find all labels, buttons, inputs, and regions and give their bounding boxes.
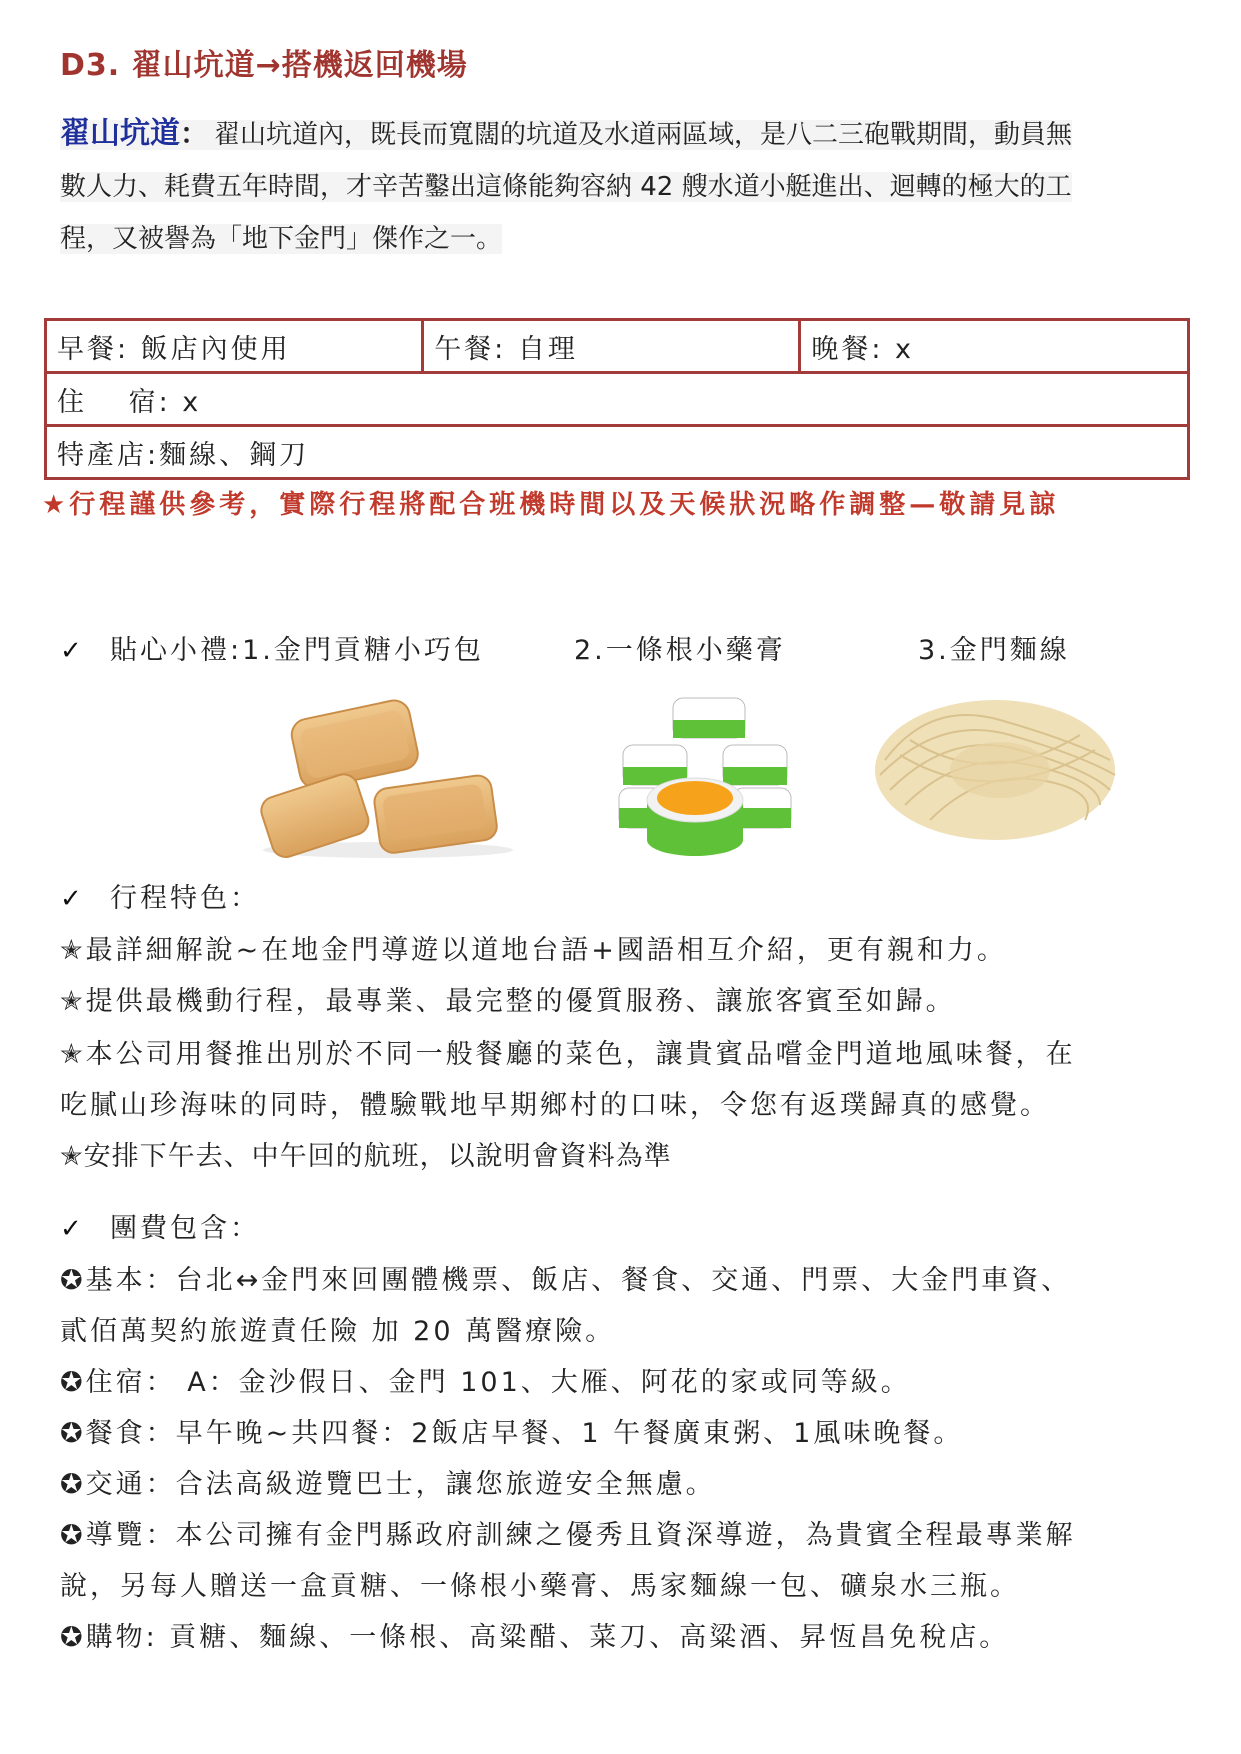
gift-label-2: 2.一條根小藥膏 [574, 635, 786, 666]
feature-line: ✭最詳細解說~在地金門導遊以道地台語+國語相互介紹，更有親和力。 [60, 935, 1007, 966]
features-section [60, 873, 1190, 1182]
features-heading [60, 873, 1190, 925]
gift-row [60, 628, 1190, 667]
lodging-cell: 住 宿: x [46, 373, 1189, 426]
noodle-image [870, 690, 1120, 850]
specialty-row [46, 426, 1189, 479]
lunch-cell: 午餐: 自理 [423, 320, 800, 373]
features-heading-text: 行程特色： [110, 883, 260, 914]
meals-row [46, 320, 1189, 373]
gift-label-1: 貼心小禮:1.金門貢糖小巧包 [110, 635, 484, 666]
herbal-ointment-image [615, 690, 795, 870]
check-icon: ✓ [60, 884, 85, 914]
fee-line: ✪餐食：早午晚~共四餐：2飯店早餐、1 午餐廣東粥、1風味晚餐。 [60, 1418, 964, 1449]
fees-heading [60, 1203, 1190, 1255]
feature-line: ✭本公司用餐推出別於不同一般餐廳的菜色，讓貴賓品嚐金門道地風味餐，在 [60, 1039, 1076, 1070]
specialty-cell: 特產店:麵線、鋼刀 [46, 426, 1189, 479]
intro-line-2: 數人力、耗費五年時間，才辛苦鑿出這條能夠容納 42 艘水道小艇進出、迴轉的極大的工 [60, 172, 1072, 202]
fee-line: ✪基本：台北↔金門來回團體機票、飯店、餐食、交通、門票、大金門車資、 [60, 1265, 1072, 1296]
gift-label-3: 3.金門麵線 [918, 635, 1070, 666]
check-icon: ✓ [60, 1214, 85, 1244]
intro-line-3: 程，又被譽為「地下金門」傑作之一。 [60, 224, 503, 254]
feature-line: 吃膩山珍海味的同時，體驗戰地早期鄉村的口味，令您有返璞歸真的感覺。 [60, 1090, 1050, 1121]
check-icon: ✓ [60, 636, 85, 666]
fee-line: 貳佰萬契約旅遊責任險 加 20 萬醫療險。 [60, 1316, 616, 1347]
lodging-row [46, 373, 1189, 426]
fee-line: ✪購物: 貢糖、麵線、一條根、高粱醋、菜刀、高粱酒、昇恆昌免稅店。 [60, 1622, 1010, 1653]
fees-section [60, 1203, 1190, 1663]
fee-line: ✪交通：合法高級遊覽巴士，讓您旅遊安全無慮。 [60, 1469, 716, 1500]
day-title: D3. 翟山坑道→搭機返回機場 [60, 48, 468, 83]
breakfast-cell: 早餐: 飯店內使用 [46, 320, 423, 373]
site-name: 翟山坑道 [60, 116, 180, 151]
site-colon: ： [180, 117, 209, 150]
itinerary-notice: ★行程謹供參考，實際行程將配合班機時間以及天候狀況略作調整—敬請見諒 [42, 490, 1060, 520]
dinner-cell: 晚餐: x [800, 320, 1189, 373]
feature-line: ✭提供最機動行程，最專業、最完整的優質服務、讓旅客賓至如歸。 [60, 986, 956, 1017]
fee-line: ✪導覽：本公司擁有金門縣政府訓練之優秀且資深導遊，為貴賓全程最專業解 [60, 1520, 1076, 1551]
feature-line: ✭安排下午去、中午回的航班，以說明會資料為準 [60, 1141, 672, 1172]
intro-paragraph [60, 108, 1190, 265]
fee-line: 說，另每人贈送一盒貢糖、一條根小藥膏、馬家麵線一包、礦泉水三瓶。 [60, 1571, 1020, 1602]
intro-line-1 [60, 116, 1073, 151]
fee-line: ✪住宿： A：金沙假日、金門 101、大雁、阿花的家或同等級。 [60, 1367, 911, 1398]
intro-text-1: 翟山坑道內，既長而寬闊的坑道及水道兩區域，是八二三砲戰期間，動員無 [214, 120, 1073, 150]
meals-table [44, 318, 1190, 480]
fees-heading-text: 團費包含： [110, 1213, 260, 1244]
peanut-candy-image [258, 690, 518, 860]
